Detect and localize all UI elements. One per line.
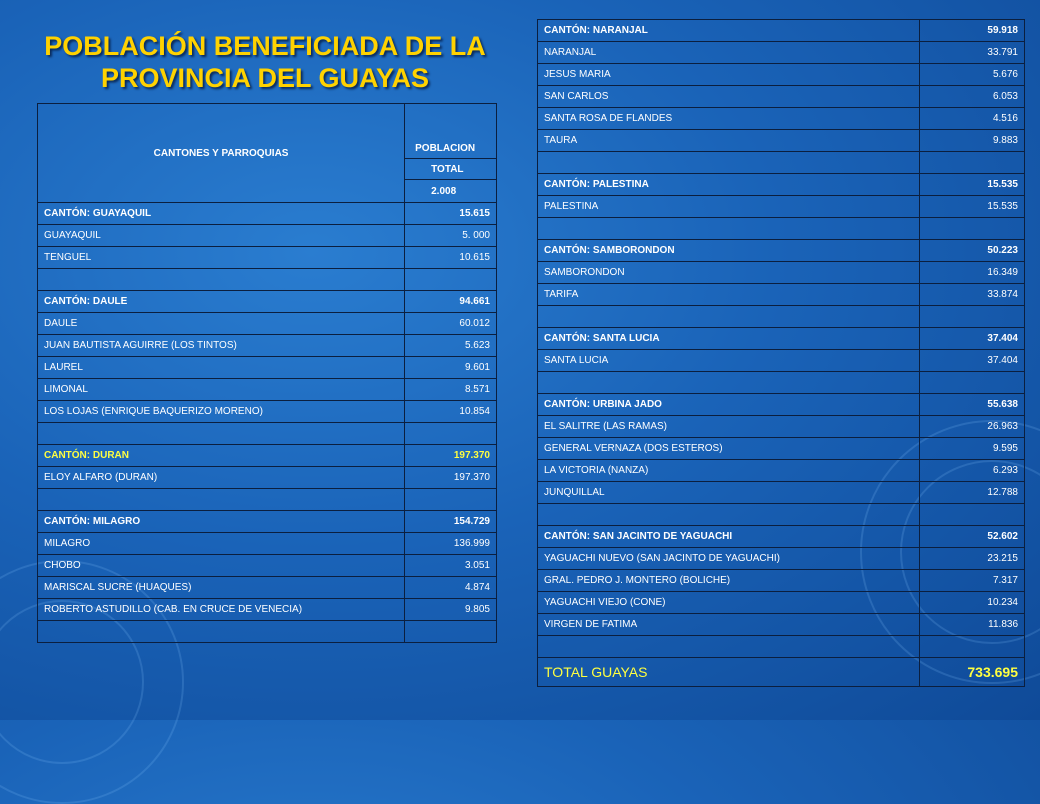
row-name: JESUS MARIA xyxy=(538,64,920,86)
parroquia-row xyxy=(538,570,1025,592)
row-name: DAULE xyxy=(38,313,405,335)
row-name: JUAN BAUTISTA AGUIRRE (LOS TINTOS) xyxy=(38,335,405,357)
row-name: LAUREL xyxy=(38,357,405,379)
row-value: 10.234 xyxy=(920,592,1025,614)
row-name xyxy=(38,269,405,291)
row-value: 60.012 xyxy=(405,313,497,335)
row-name: CANTÓN: SAN JACINTO DE YAGUACHI xyxy=(538,526,920,548)
row-value: 9.595 xyxy=(920,438,1025,460)
parroquia-row xyxy=(38,599,497,621)
row-name xyxy=(38,489,405,511)
row-name: CANTÓN: MILAGRO xyxy=(38,511,405,533)
empty-row xyxy=(538,372,1025,394)
row-value: 4.874 xyxy=(405,577,497,599)
row-name: PALESTINA xyxy=(538,196,920,218)
page-title: POBLACIÓN BENEFICIADA DE LA PROVINCIA DEL GUAYAS xyxy=(44,31,486,93)
row-value: 50.223 xyxy=(920,240,1025,262)
row-name: LIMONAL xyxy=(38,379,405,401)
empty-row xyxy=(38,269,497,291)
row-value: 15.615 xyxy=(405,203,497,225)
row-value: 7.317 xyxy=(920,570,1025,592)
parroquia-row xyxy=(538,196,1025,218)
empty-row xyxy=(538,504,1025,526)
row-value: 10.854 xyxy=(405,401,497,423)
row-value xyxy=(920,636,1025,658)
row-value: 9.883 xyxy=(920,130,1025,152)
row-name xyxy=(538,372,920,394)
row-value: 6.293 xyxy=(920,460,1025,482)
parroquia-row xyxy=(38,379,497,401)
parroquia-row xyxy=(38,313,497,335)
row-name: TARIFA xyxy=(538,284,920,306)
row-name: GRAL. PEDRO J. MONTERO (BOLICHE) xyxy=(538,570,920,592)
parroquia-row xyxy=(538,108,1025,130)
row-name xyxy=(538,504,920,526)
parroquia-row xyxy=(538,284,1025,306)
parroquia-row xyxy=(538,592,1025,614)
header-cantones-y-parroquias: CANTONES Y PARROQUIAS xyxy=(38,104,405,203)
row-name: SAMBORONDON xyxy=(538,262,920,284)
row-name: CANTÓN: PALESTINA xyxy=(538,174,920,196)
parroquia-row xyxy=(538,86,1025,108)
row-name xyxy=(538,152,920,174)
row-name: YAGUACHI VIEJO (CONE) xyxy=(538,592,920,614)
canton-row xyxy=(538,328,1025,350)
row-value: 33.791 xyxy=(920,42,1025,64)
right-population-table xyxy=(537,19,1025,687)
row-value: 59.918 xyxy=(920,20,1025,42)
row-value: 23.215 xyxy=(920,548,1025,570)
canton-row xyxy=(538,394,1025,416)
row-name: CANTÓN: NARANJAL xyxy=(538,20,920,42)
parroquia-row xyxy=(538,460,1025,482)
row-name xyxy=(538,636,920,658)
canton-row xyxy=(38,445,497,467)
total-guayas-label: TOTAL GUAYAS xyxy=(538,658,920,687)
row-value: 3.051 xyxy=(405,555,497,577)
canton-row xyxy=(538,240,1025,262)
row-value: 12.788 xyxy=(920,482,1025,504)
left-population-table xyxy=(37,103,497,643)
row-value: 5.676 xyxy=(920,64,1025,86)
row-value: 4.516 xyxy=(920,108,1025,130)
row-value: 16.349 xyxy=(920,262,1025,284)
row-name: YAGUACHI NUEVO (SAN JACINTO DE YAGUACHI) xyxy=(538,548,920,570)
row-name: GUAYAQUIL xyxy=(38,225,405,247)
row-name xyxy=(538,218,920,240)
row-name: LOS LOJAS (ENRIQUE BAQUERIZO MORENO) xyxy=(38,401,405,423)
row-value xyxy=(920,504,1025,526)
row-value: 197.370 xyxy=(405,445,497,467)
row-name: CANTÓN: SANTA LUCIA xyxy=(538,328,920,350)
row-value: 197.370 xyxy=(405,467,497,489)
canton-row xyxy=(538,174,1025,196)
row-value: 6.053 xyxy=(920,86,1025,108)
parroquia-row xyxy=(538,262,1025,284)
parroquia-row xyxy=(538,614,1025,636)
parroquia-row xyxy=(538,64,1025,86)
row-name: SANTA ROSA DE FLANDES xyxy=(538,108,920,130)
header-year: 2.008 xyxy=(405,180,497,203)
empty-row xyxy=(538,636,1025,658)
row-value xyxy=(405,489,497,511)
parroquia-row xyxy=(38,467,497,489)
row-name: EL SALITRE (LAS RAMAS) xyxy=(538,416,920,438)
parroquia-row xyxy=(38,577,497,599)
row-value: 26.963 xyxy=(920,416,1025,438)
canton-row xyxy=(38,203,497,225)
row-value: 136.999 xyxy=(405,533,497,555)
row-name: CANTÓN: GUAYAQUIL xyxy=(38,203,405,225)
row-value: 8.571 xyxy=(405,379,497,401)
row-name: ELOY ALFARO (DURAN) xyxy=(38,467,405,489)
row-name: MILAGRO xyxy=(38,533,405,555)
row-value: 37.404 xyxy=(920,328,1025,350)
row-name: GENERAL VERNAZA (DOS ESTEROS) xyxy=(538,438,920,460)
row-name: SAN CARLOS xyxy=(538,86,920,108)
canton-row xyxy=(38,511,497,533)
header-poblacion: POBLACION xyxy=(405,104,497,159)
parroquia-row xyxy=(538,350,1025,372)
parroquia-row xyxy=(538,416,1025,438)
parroquia-row xyxy=(38,247,497,269)
row-value: 9.805 xyxy=(405,599,497,621)
row-value xyxy=(405,269,497,291)
empty-row xyxy=(38,621,497,643)
empty-row xyxy=(38,423,497,445)
row-value: 94.661 xyxy=(405,291,497,313)
parroquia-row xyxy=(38,533,497,555)
row-value: 15.535 xyxy=(920,196,1025,218)
row-value xyxy=(405,423,497,445)
row-name xyxy=(38,621,405,643)
parroquia-row xyxy=(538,42,1025,64)
row-name: JUNQUILLAL xyxy=(538,482,920,504)
row-name: CANTÓN: URBINA JADO xyxy=(538,394,920,416)
row-name: ROBERTO ASTUDILLO (CAB. EN CRUCE DE VENECIA) xyxy=(38,599,405,621)
row-value: 5.623 xyxy=(405,335,497,357)
row-name: NARANJAL xyxy=(538,42,920,64)
row-value: 154.729 xyxy=(405,511,497,533)
empty-row xyxy=(538,306,1025,328)
parroquia-row xyxy=(538,548,1025,570)
empty-row xyxy=(38,489,497,511)
parroquia-row xyxy=(538,130,1025,152)
row-value xyxy=(920,152,1025,174)
row-name xyxy=(38,423,405,445)
parroquia-row xyxy=(538,482,1025,504)
row-name: TAURA xyxy=(538,130,920,152)
parroquia-row xyxy=(538,438,1025,460)
empty-row xyxy=(538,152,1025,174)
row-name: CANTÓN: SAMBORONDON xyxy=(538,240,920,262)
row-value: 33.874 xyxy=(920,284,1025,306)
row-value: 9.601 xyxy=(405,357,497,379)
row-value: 37.404 xyxy=(920,350,1025,372)
row-name: SANTA LUCIA xyxy=(538,350,920,372)
parroquia-row xyxy=(38,225,497,247)
row-name: LA VICTORIA (NANZA) xyxy=(538,460,920,482)
header-total: TOTAL xyxy=(405,159,497,180)
canton-row xyxy=(538,20,1025,42)
row-value: 15.535 xyxy=(920,174,1025,196)
parroquia-row xyxy=(38,555,497,577)
parroquia-row xyxy=(38,335,497,357)
row-value: 52.602 xyxy=(920,526,1025,548)
row-value: 55.638 xyxy=(920,394,1025,416)
canton-row xyxy=(538,526,1025,548)
row-name: CANTÓN: DURAN xyxy=(38,445,405,467)
row-value xyxy=(920,218,1025,240)
row-name: MARISCAL SUCRE (HUAQUES) xyxy=(38,577,405,599)
row-name: CHOBO xyxy=(38,555,405,577)
parroquia-row xyxy=(38,357,497,379)
row-value: 10.615 xyxy=(405,247,497,269)
row-value: 5. 000 xyxy=(405,225,497,247)
total-guayas-value: 733.695 xyxy=(920,658,1025,687)
row-name: TENGUEL xyxy=(38,247,405,269)
row-name xyxy=(538,306,920,328)
canton-row xyxy=(38,291,497,313)
row-value: 11.836 xyxy=(920,614,1025,636)
row-value xyxy=(405,621,497,643)
row-value xyxy=(920,372,1025,394)
row-name: CANTÓN: DAULE xyxy=(38,291,405,313)
parroquia-row xyxy=(38,401,497,423)
row-name: VIRGEN DE FATIMA xyxy=(538,614,920,636)
empty-row xyxy=(538,218,1025,240)
row-value xyxy=(920,306,1025,328)
